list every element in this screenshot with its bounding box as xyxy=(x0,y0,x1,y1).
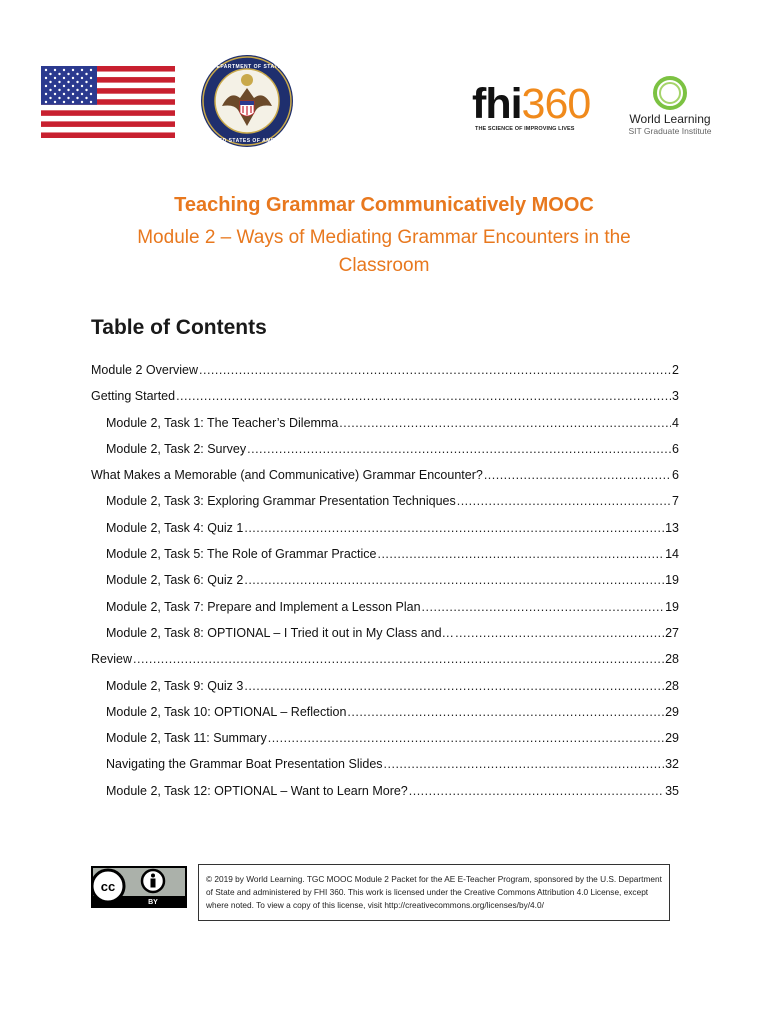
toc-entry-page[interactable]: 29 xyxy=(665,731,679,746)
table-of-contents xyxy=(91,360,679,807)
toc-entry-title[interactable]: Module 2, Task 4: Quiz 1 xyxy=(106,520,244,535)
toc-entry-page[interactable]: 3 xyxy=(672,389,679,404)
toc-entry-page[interactable]: 14 xyxy=(665,547,679,562)
toc-entry-title[interactable]: Getting Started xyxy=(91,389,176,404)
toc-entry-page[interactable]: 27 xyxy=(665,625,679,640)
toc-entry-title[interactable]: Module 2, Task 5: The Role of Grammar Practice xyxy=(106,547,377,562)
toc-entry-title[interactable]: Module 2, Task 7: Prepare and Implement a Lesson Plan xyxy=(106,599,421,614)
world-learning-name: World Learning xyxy=(629,112,711,126)
toc-entry[interactable] xyxy=(91,386,679,412)
toc-entry-title[interactable]: Module 2, Task 2: Survey xyxy=(106,441,247,456)
toc-dot-leader xyxy=(484,465,671,485)
toc-heading: Table of Contents xyxy=(91,316,267,339)
toc-entry-title[interactable]: Review xyxy=(91,652,132,667)
fhi360-tagline: THE SCIENCE OF IMPROVING LIVES xyxy=(475,126,575,132)
toc-dot-leader xyxy=(455,623,664,643)
toc-entry[interactable] xyxy=(91,439,679,465)
toc-entry-page[interactable]: 13 xyxy=(665,520,679,535)
toc-entry[interactable] xyxy=(91,728,679,754)
license-text: © 2019 by World Learning. TGC MOOC Module 2 Packet for the AE E-Teacher Program, sponsored by the U.S. Department of State and administered by FHI 360. This work is licensed under the Creative Commons Attribution 4.0 License, except where noted. To view a copy of this license, visit http://creativecommons.org/licenses/by/4.0/ xyxy=(206,874,662,910)
toc-dot-leader xyxy=(176,386,671,406)
svg-text:cc: cc xyxy=(100,879,116,894)
toc-dot-leader xyxy=(133,649,664,669)
toc-entry-page[interactable]: 19 xyxy=(665,573,679,588)
toc-entry-title[interactable]: Module 2, Task 9: Quiz 3 xyxy=(106,678,244,693)
toc-entry[interactable] xyxy=(91,413,679,439)
toc-dot-leader xyxy=(268,728,664,748)
toc-entry[interactable] xyxy=(91,649,679,675)
header-logos xyxy=(0,0,768,160)
department-of-state-seal-icon xyxy=(200,54,294,148)
toc-entry[interactable] xyxy=(91,597,679,623)
toc-entry-title[interactable]: Module 2, Task 11: Summary xyxy=(106,731,267,746)
toc-dot-leader xyxy=(244,570,664,590)
toc-dot-leader xyxy=(244,518,664,538)
toc-entry[interactable] xyxy=(91,676,679,702)
toc-entry-page[interactable]: 32 xyxy=(665,757,679,772)
world-learning-circle-icon xyxy=(651,74,689,112)
svg-text:DEPARTMENT OF STATE: DEPARTMENT OF STATE xyxy=(212,64,282,70)
fhi360-wordmark xyxy=(472,82,590,126)
toc-dot-leader xyxy=(377,544,664,564)
toc-dot-leader xyxy=(457,491,671,511)
toc-entry[interactable] xyxy=(91,623,679,649)
toc-entry-page[interactable]: 28 xyxy=(665,652,679,667)
toc-dot-leader xyxy=(247,439,671,459)
toc-entry[interactable] xyxy=(91,781,679,807)
world-learning-logo xyxy=(620,74,720,140)
toc-entry-page[interactable]: 4 xyxy=(672,415,679,430)
toc-entry-page[interactable]: 35 xyxy=(665,783,679,798)
toc-dot-leader xyxy=(244,676,664,696)
toc-entry[interactable] xyxy=(91,754,679,780)
toc-entry-page[interactable]: 6 xyxy=(672,441,679,456)
toc-dot-leader xyxy=(409,781,664,801)
toc-entry[interactable] xyxy=(91,491,679,517)
document-subtitle: Module 2 – Ways of Mediating Grammar Encounters in the Classroom xyxy=(137,227,631,276)
license-box xyxy=(198,864,670,921)
us-flag-icon xyxy=(41,66,175,138)
toc-dot-leader xyxy=(347,702,664,722)
toc-entry-page[interactable]: 6 xyxy=(672,468,679,483)
toc-dot-leader xyxy=(422,597,665,617)
toc-dot-leader xyxy=(339,413,671,433)
toc-entry[interactable] xyxy=(91,360,679,386)
toc-entry-title[interactable]: Module 2, Task 10: OPTIONAL – Reflection xyxy=(106,704,347,719)
toc-entry-page[interactable]: 2 xyxy=(672,363,679,377)
toc-dot-leader xyxy=(199,360,671,380)
toc-entry-page[interactable]: 19 xyxy=(665,599,679,614)
toc-entry-title[interactable]: Module 2, Task 12: OPTIONAL – Want to Learn More? xyxy=(106,783,408,798)
toc-entry-title[interactable]: Module 2 Overview xyxy=(91,363,198,377)
fhi-word-left: fhi xyxy=(472,80,522,128)
svg-text:UNITED STATES OF AMERICA: UNITED STATES OF AMERICA xyxy=(205,138,289,144)
creative-commons-by-icon xyxy=(91,866,187,908)
toc-dot-leader xyxy=(384,754,665,774)
document-title: Teaching Grammar Communicatively MOOC xyxy=(174,194,594,216)
toc-entry[interactable] xyxy=(91,544,679,570)
cc-by-label: BY xyxy=(148,899,158,906)
toc-entry[interactable] xyxy=(91,518,679,544)
toc-entry-title[interactable]: Module 2, Task 6: Quiz 2 xyxy=(106,573,244,588)
fhi360-logo xyxy=(470,82,595,138)
toc-entry-page[interactable]: 29 xyxy=(665,704,679,719)
toc-entry-title[interactable]: Module 2, Task 1: The Teacher’s Dilemma xyxy=(106,415,339,430)
toc-entry[interactable] xyxy=(91,570,679,596)
toc-entry-title[interactable]: Module 2, Task 8: OPTIONAL – I Tried it out in My Class and… xyxy=(106,625,455,640)
toc-entry-title[interactable]: Module 2, Task 3: Exploring Grammar Presentation Techniques xyxy=(106,494,456,509)
toc-entry[interactable] xyxy=(91,702,679,728)
fhi-word-right: 360 xyxy=(521,80,591,128)
world-learning-sub: SIT Graduate Institute xyxy=(628,126,712,136)
toc-entry-page[interactable]: 7 xyxy=(672,494,679,509)
toc-entry-page[interactable]: 28 xyxy=(665,678,679,693)
toc-entry-title[interactable]: Navigating the Grammar Boat Presentation Slides xyxy=(106,757,383,772)
toc-entry[interactable] xyxy=(91,465,679,491)
toc-entry-title[interactable]: What Makes a Memorable (and Communicative) Grammar Encounter? xyxy=(91,468,483,483)
